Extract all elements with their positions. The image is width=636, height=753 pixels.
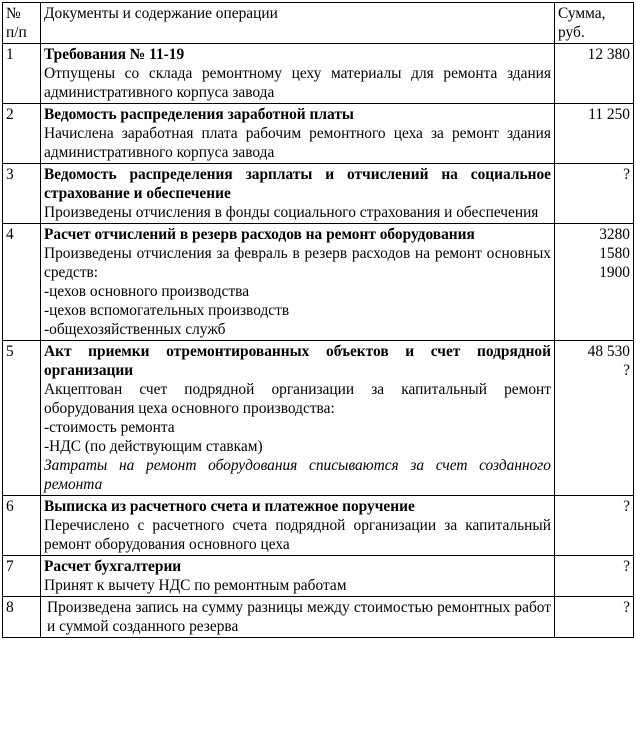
row-number: 7 [3,556,41,597]
operation-text: Акцептован счет подрядной организации за капитальный ремонт оборудования цеха основного производства: [44,381,551,417]
operation-item: -общехозяйственных служб [44,321,226,338]
document-title: Требования № 11-19 [44,46,185,63]
table-row [3,164,634,224]
row-sum [555,44,634,104]
row-documents [41,44,555,104]
sum-value: 3280 [599,226,630,243]
row-number: 8 [3,597,41,638]
row-number: 2 [3,104,41,164]
operation-text: Перечислено с расчетного счета подрядной организации за капитальный ремонт оборудования основного цеха [44,517,551,553]
row-sum [555,224,634,341]
row-sum [555,104,634,164]
table-row [3,556,634,597]
row-number: 3 [3,164,41,224]
row-documents [41,556,555,597]
operation-text: Произведена запись на сумму разницы между стоимостью ремонтных работ и суммой созданного резерва [47,599,551,635]
sum-value: ? [623,599,630,616]
row-number: 6 [3,496,41,556]
table-row [3,44,634,104]
operation-item: -цехов вспомогательных производств [44,302,290,319]
table-row [3,597,634,638]
operation-text: Начислена заработная плата рабочим ремонтного цеха за ремонт здания административного корпуса завода [44,125,551,161]
row-number: 1 [3,44,41,104]
header-sum: Сумма, руб. [555,3,634,44]
row-sum [555,341,634,496]
header-documents: Документы и содержание операции [41,3,555,44]
row-documents [41,104,555,164]
row-sum [555,556,634,597]
table-row [3,224,634,341]
sum-value: ? [623,166,630,183]
operation-item: -стоимость ремонта [44,419,175,436]
row-sum [555,496,634,556]
row-documents [41,224,555,341]
row-documents [41,341,555,496]
sum-value: ? [623,362,630,379]
document-title: Ведомость распределения зарплаты и отчислений на социальное страхование и обеспечение [44,166,551,202]
operations-table [2,2,634,638]
document-title: Ведомость распределения заработной платы [44,106,354,123]
sum-value: 11 250 [588,106,630,123]
sum-value: 1900 [599,264,630,281]
row-documents [41,496,555,556]
row-documents [41,164,555,224]
table-header-row [3,3,634,44]
row-number: 4 [3,224,41,341]
operation-item: -цехов основного производства [44,283,250,300]
operation-text: Принят к вычету НДС по ремонтным работам [44,577,347,594]
sum-value: ? [623,498,630,515]
document-title: Расчет бухгалтерии [44,558,182,575]
sum-value: 12 380 [587,46,630,63]
operation-note: Затраты на ремонт оборудования списываются за счет созданного ремонта [44,457,551,493]
sum-value: 1580 [599,245,630,262]
row-number: 5 [3,341,41,496]
operation-text: Произведены отчисления в фонды социального страхования и обеспечения [44,204,539,221]
header-number: № п/п [3,3,41,44]
row-documents [41,597,555,638]
operation-text: Произведены отчисления за февраль в резерв расходов на ремонт основных средств: [44,245,551,281]
row-sum [555,597,634,638]
table-row [3,496,634,556]
document-title: Выписка из расчетного счета и платежное поручение [44,498,415,515]
operation-text: Отпущены со склада ремонтному цеху материалы для ремонта здания административного корпуса завода [44,65,551,101]
row-sum [555,164,634,224]
sum-value: 48 530 [587,343,630,360]
table-row [3,341,634,496]
table-row [3,104,634,164]
document-title: Расчет отчислений в резерв расходов на ремонт оборудования [44,226,475,243]
operation-item: -НДС (по действующим ставкам) [44,438,263,455]
sum-value: ? [623,558,630,575]
document-title: Акт приемки отремонтированных объектов и счет подрядной организации [44,343,551,379]
